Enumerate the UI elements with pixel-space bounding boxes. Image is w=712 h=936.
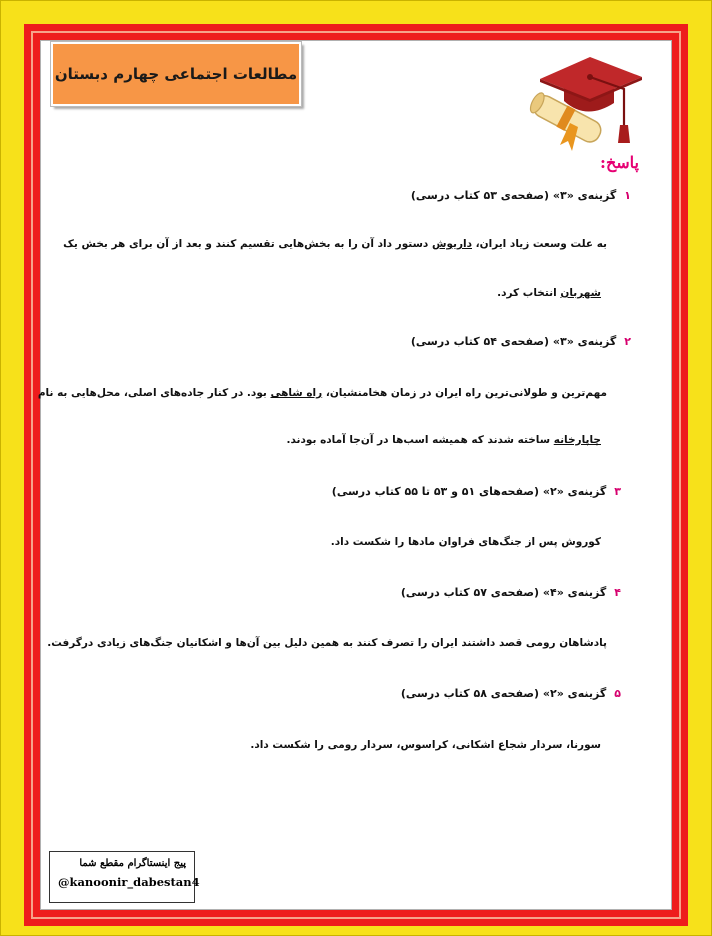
answer-4-line-1: پادشاهان رومی قصد داشتند ایران را تصرف کنند به همین دلیل بین آن‌ها و اشکانیان جنگ‌های زیادی درگرفت. — [47, 637, 607, 649]
answer-4-question — [401, 586, 621, 599]
answer-3-question-text: گزینه‌ی «۲» (صفحه‌های ۵۱ و ۵۳ تا ۵۵ کتاب درسی) — [331, 485, 607, 498]
answer-4-number: ۴ — [614, 586, 621, 599]
answer-2-question-text: گزینه‌ی «۳» (صفحه‌ی ۵۴ کتاب درسی) — [410, 335, 617, 348]
answer-1-text-c: انتخاب کرد. — [497, 287, 561, 299]
answer-2-text-c: ساخته شدند که همیشه اسب‌ها در آن‌جا آماده بودند. — [286, 434, 554, 446]
instagram-box — [49, 851, 200, 903]
answer-5-question — [401, 687, 621, 700]
answer-1-question-text: گزینه‌ی «۳» (صفحه‌ی ۵۳ کتاب درسی) — [410, 189, 617, 202]
answer-3-question — [332, 485, 621, 498]
instagram-label: پیج اینستاگرام مقطع شما — [79, 858, 186, 869]
answer-1-keyword-shahrban: شهربان — [560, 287, 601, 299]
answer-1-text-b: دستور داد آن را به بخش‌هایی تقسیم کنند و بعد از آن برای هر بخش یک — [63, 238, 432, 250]
answer-2-number: ۲ — [624, 335, 631, 348]
answer-5-line-1: سورنا، سردار شجاع اشکانی، کراسوس، سردار رومی را شکست داد. — [250, 739, 601, 751]
answer-1-keyword-darius: داریوش — [431, 238, 472, 250]
answer-5-question-text: گزینه‌ی «۲» (صفحه‌ی ۵۸ کتاب درسی) — [400, 687, 607, 700]
answer-heading: پاسخ: — [600, 153, 639, 172]
answer-3-line-1: کوروش پس از جنگ‌های فراوان مادها را شکست داد. — [330, 536, 601, 548]
answer-2-text-b: بود. در کنار جاده‌های اصلی، محل‌هایی به نام — [37, 387, 271, 399]
answer-5-number: ۵ — [614, 687, 621, 700]
answer-4-question-text: گزینه‌ی «۴» (صفحه‌ی ۵۷ کتاب درسی) — [400, 586, 607, 599]
page-title: مطالعات اجتماعی چهارم دبستان — [54, 65, 298, 83]
instagram-handle[interactable]: @kanoonir_dabestan4 — [58, 875, 200, 889]
answer-2-line-2 — [287, 434, 602, 446]
graduation-cap-diploma-icon — [526, 49, 646, 155]
answer-2-question — [411, 335, 631, 348]
answer-2-text-a: مهم‌ترین و طولانی‌ترین راه ایران در زمان هخامنشیان، — [322, 387, 607, 399]
answer-1-line-2 — [497, 287, 601, 299]
answer-1-text-a: به علت وسعت زیاد ایران، — [472, 238, 607, 250]
answer-2-keyword-royal-road: راه شاهی — [270, 387, 323, 399]
answer-2-line-1 — [38, 387, 607, 399]
answer-1-number: ۱ — [624, 189, 631, 202]
title-box — [51, 42, 301, 106]
answer-1-question — [411, 189, 631, 202]
answer-3-number: ۳ — [614, 485, 621, 498]
answer-2-keyword-chaparkhaneh: چاپارخانه — [553, 434, 601, 446]
answer-1-line-1 — [63, 238, 607, 250]
worksheet-page — [37, 40, 672, 910]
